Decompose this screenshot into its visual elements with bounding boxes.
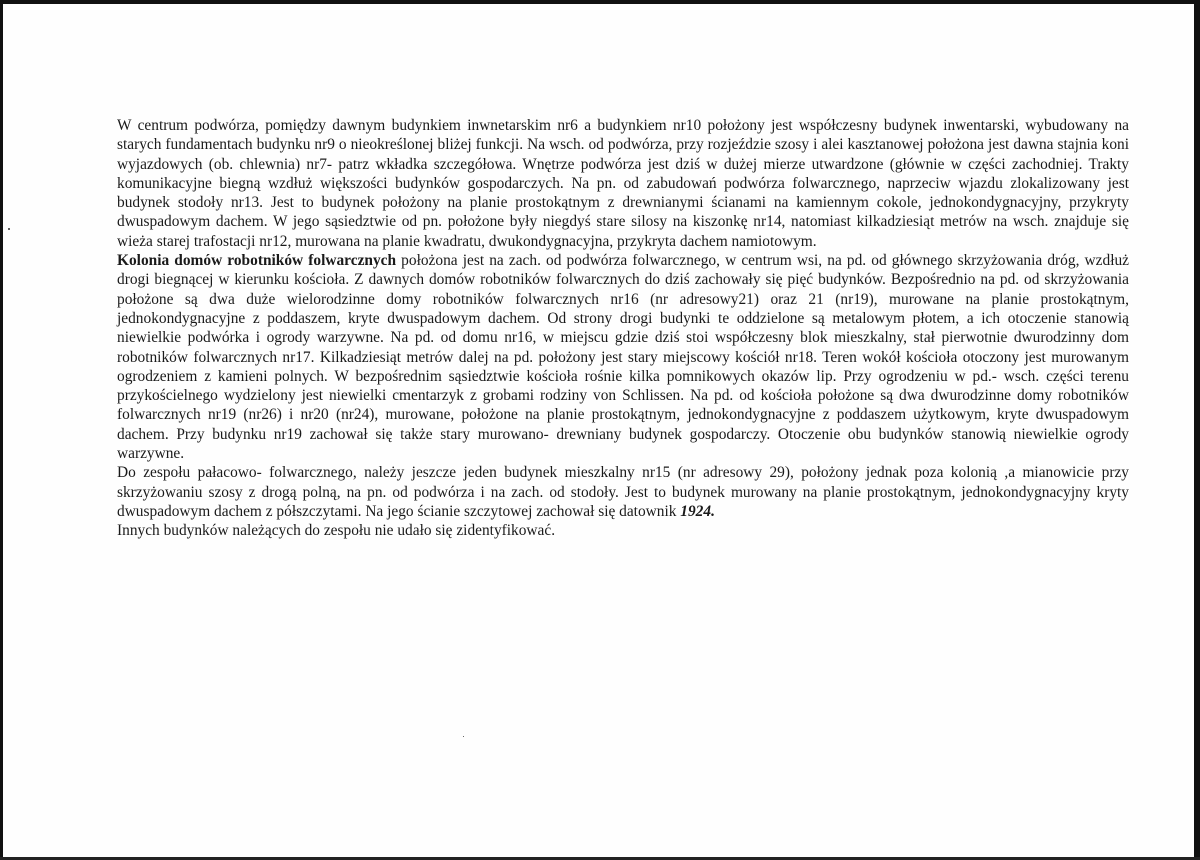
scan-edge-right [1194, 0, 1200, 860]
scan-speck [8, 228, 10, 230]
paragraph-closing [117, 521, 1129, 540]
section-heading: Kolonia domów robotników folwarcznych [117, 252, 397, 270]
paragraph-text: Innych budynków należących do zespołu nie udało się zidentyfikować. [117, 522, 556, 540]
scan-edge-top [0, 0, 1200, 4]
paragraph-courtyard [117, 116, 1129, 251]
paragraph-colony [117, 251, 1129, 463]
scan-speck [463, 736, 464, 737]
date-stamp: 1924. [680, 502, 715, 520]
document-body [117, 116, 1129, 541]
paragraph-text: W centrum podwórza, pomiędzy dawnym budynkiem inwnetarskim nr6 a budynkiem nr10 położony jest współczesny budynek inwentarski, wybudowany na starych fundamentach budynku nr9 o nieokreślonej bliżej funkcji. Na wsch. od podwórza, przy rozjeździe szosy i alei kasztanowej położona jest dawna stajnia koni wyjazdowych (ob. chlewnia) nr7- patrz wkładka szczegółowa. Wnętrze podwórza jest dziś w dużej mierze utwardzone (głównie w części zachodniej. Trakty komunikacyjne biegną wzdłuż większości budynków gospodarczych. Na pn. od zabudowań podwórza folwarcznego, naprzeciw wjazdu zlokalizowany jest budynek stodoły nr13. Jest to budynek położony na planie prostokątnym z drewnianymi ścianami na kamiennym cokole, jednokondygnacyjny, przykryty dwuspadowym dachem. W jego sąsiedztwie od pn. położone były niegdyś stare silosy na kiszonkę nr14, natomiast kilkadziesiąt metrów na wsch. znajduje się wieża starej trafostacji nr12, murowana na planie kwadratu, dwukondygnacyjna, przykryta dachem namiotowym. [117, 117, 1129, 250]
paragraph-text: położona jest na zach. od podwórza folwarcznego, w centrum wsi, na pd. od głównego skrzyżowania dróg, wzdłuż drogi biegnącej w kierunku kościoła. Z dawnych domów robotników folwarcznych do dziś zachowały się pięć budynków. Bezpośrednio na pd. od skrzyżowania położone są dwa duże wielorodzinne domy robotników folwarcznych nr16 (nr adresowy21) oraz 21 (nr19), murowane na planie prostokątnym, jednokondygnacyjne z poddaszem, kryte dwuspadowym dachem. Od strony drogi budynki te oddzielone są metalowym płotem, a ich otoczenie stanowią niewielkie podwórka i ogrody warzywne. Na pd. od domu nr16, w miejscu gdzie dziś stoi współczesny blok mieszkalny, stał pierwotnie dwurodzinny dom robotników folwarcznych nr17. Kilkadziesiąt metrów dalej na pd. położony jest stary miejscowy kościół nr18. Teren wokół kościoła otoczony jest murowanym ogrodzeniem z kamieni polnych. W bezpośrednim sąsiedztwie kościoła rośnie kilka pomnikowych okazów lip. Przy ogrodzeniu w pd.- wsch. części terenu przykościelnego wydzielony jest niewielki cmentarzyk z grobami rodziny von Schlissen. Na pd. od kościoła położone są dwa dwurodzinne domy robotników folwarcznych nr19 (nr26) i nr20 (nr24), murowane, położone na planie prostokątnym, jednokondygnacyjne z poddaszem użytkowym, kryte dwuspadowym dachem. Przy budynku nr19 zachował się także stary murowano- drewniany budynek gospodarczy. Otoczenie obu budynków stanowią niewielkie ogrody warzywne. [117, 252, 1129, 463]
paragraph-house [117, 463, 1129, 521]
paragraph-text: Do zespołu pałacowo- folwarcznego, należy jeszcze jeden budynek mieszkalny nr15 (nr adresowy 29), położony jednak poza kolonią ,a mianowicie przy skrzyżowaniu szosy z drogą polną, na pn. od podwórza i na zach. od stodoły. Jest to budynek murowany na planie prostokątnym, jednokondygnacyjny kryty dwuspadowym dachem z półszczytami. Na jego ścianie szczytowej zachował się datownik [117, 464, 1129, 520]
scan-edge-left [0, 0, 3, 860]
